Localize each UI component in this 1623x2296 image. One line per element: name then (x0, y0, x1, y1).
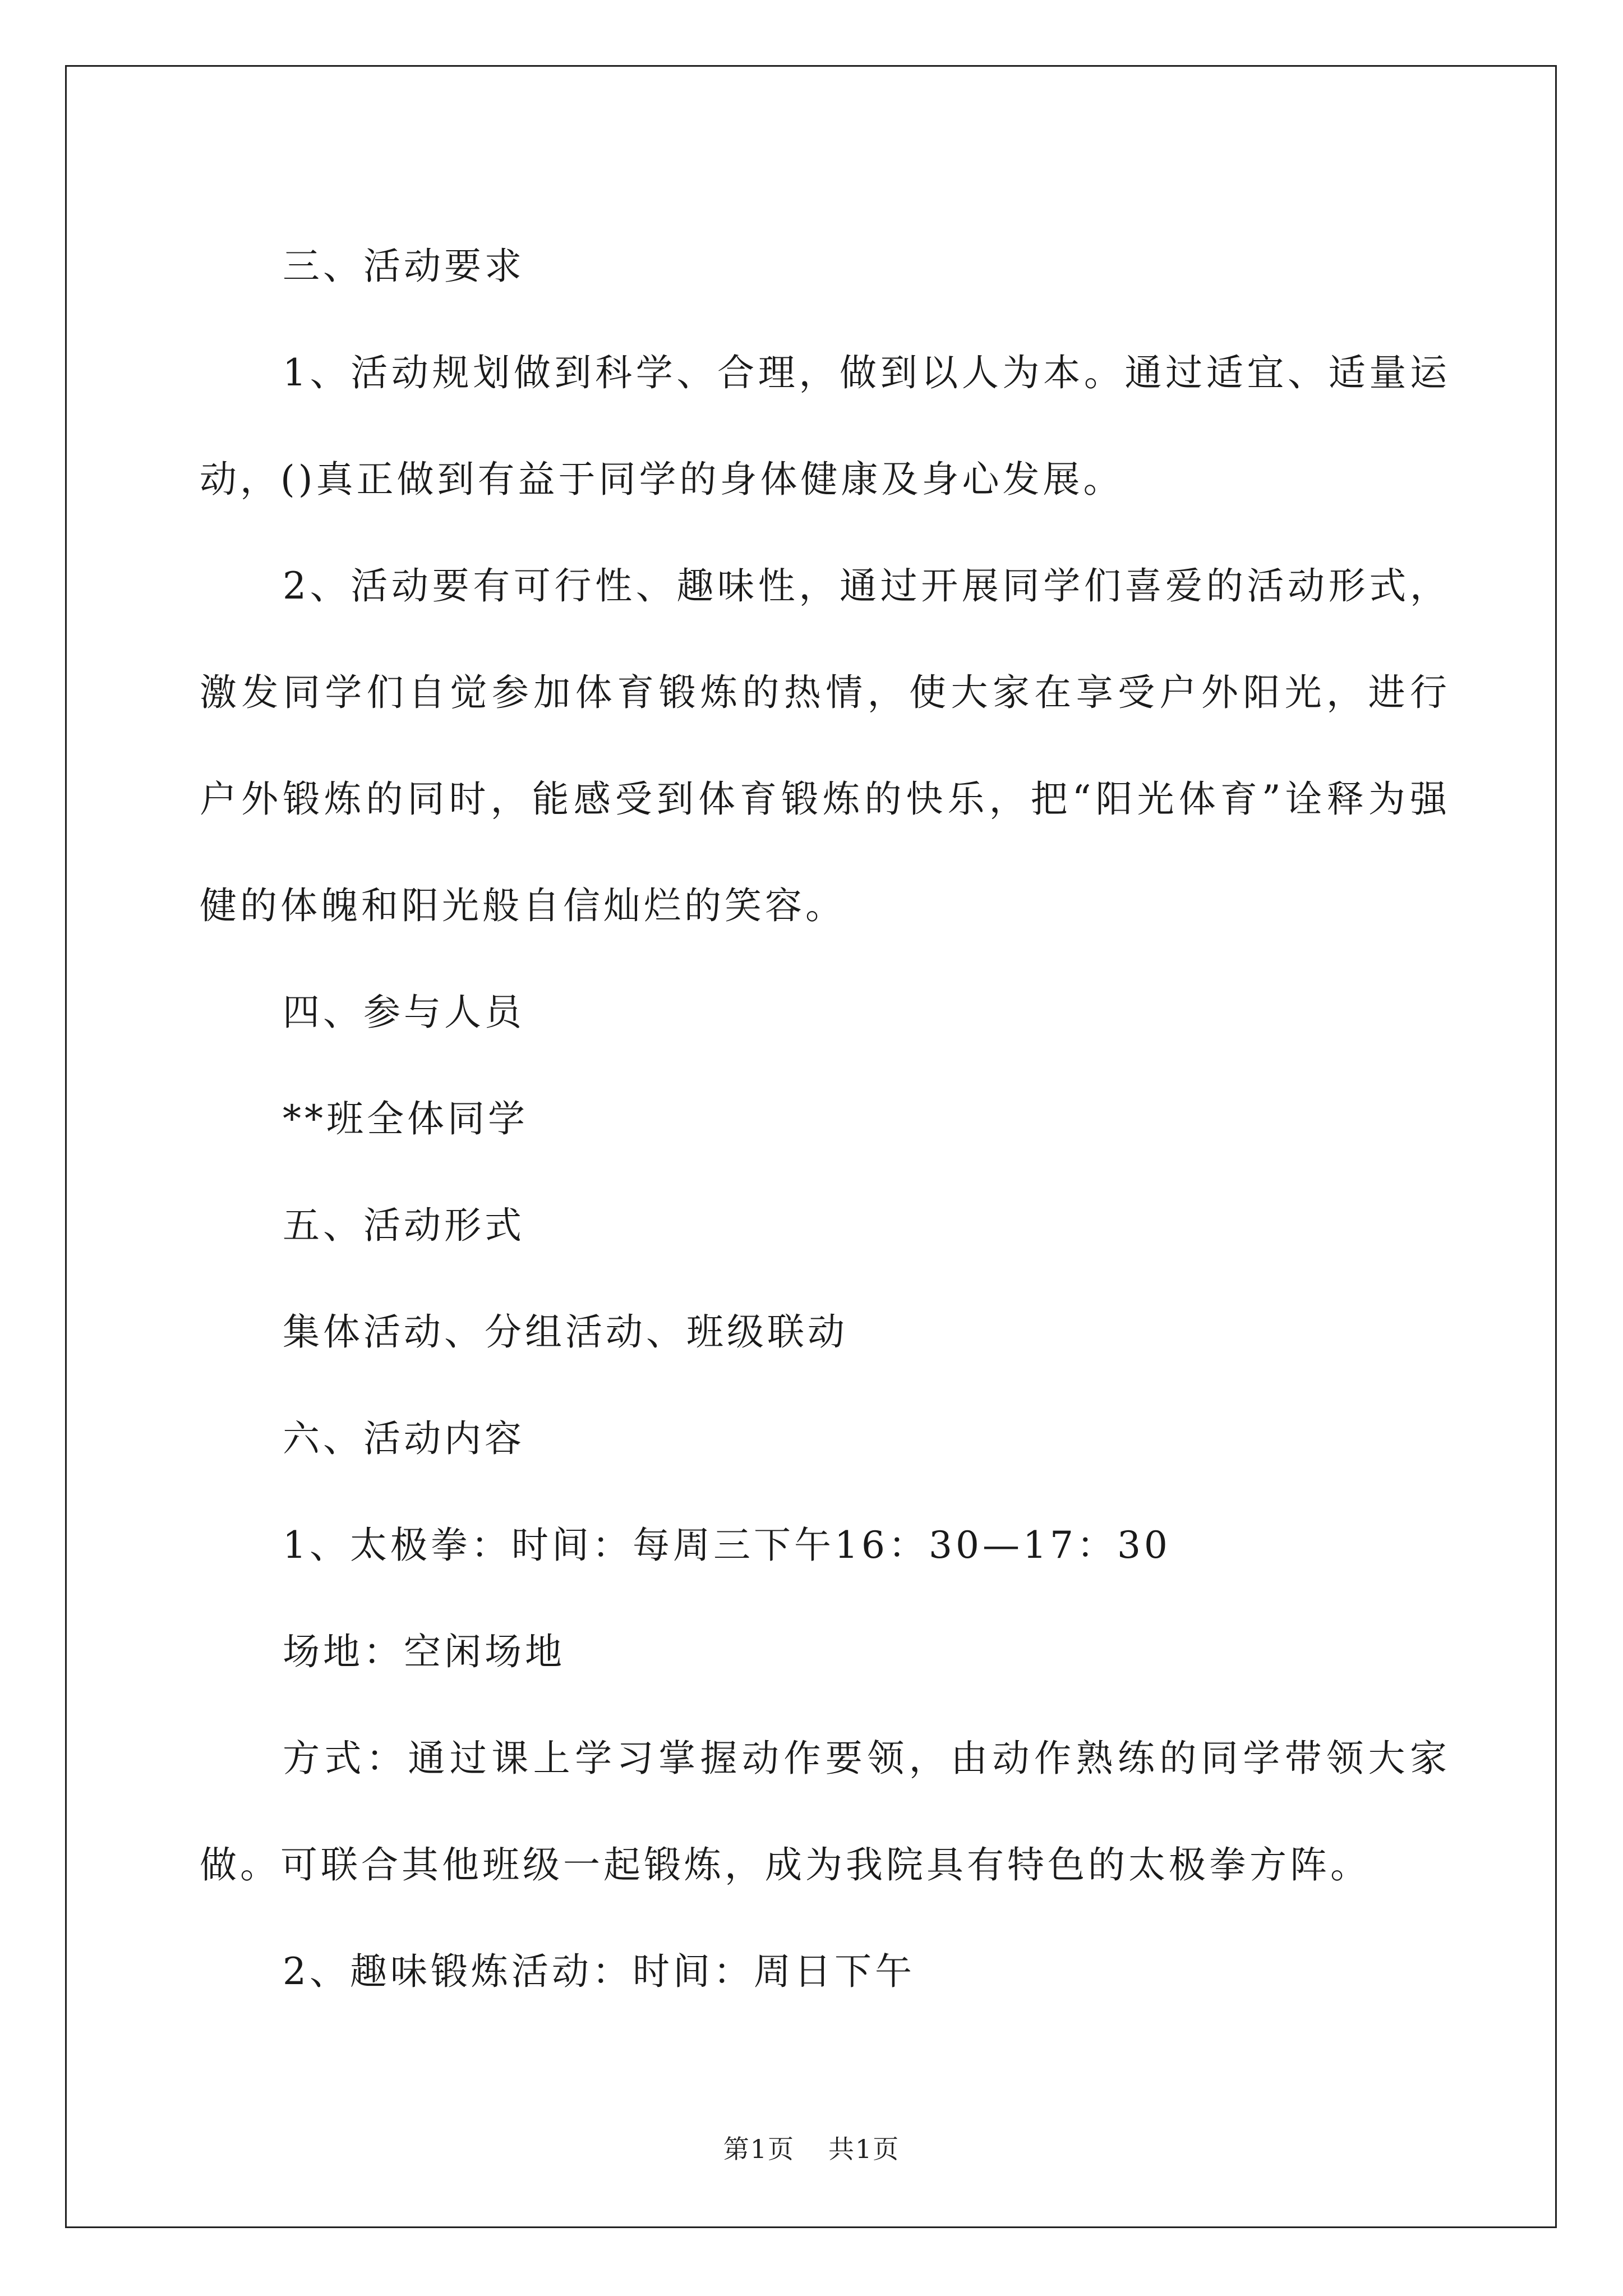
paragraph-taichi-time: 1、太极拳：时间：每周三下午16：30—17：30 (283, 1524, 1171, 1567)
paragraph-requirement-1: 1、活动规划做到科学、合理，做到以人为本。通过适宜、适量运动，()真正做到有益于同学的身体健康及身心发展。 (200, 351, 1450, 501)
page-number-current: 第1页 (723, 2134, 795, 2164)
section-heading-requirements: 三、活动要求 (283, 245, 525, 288)
paragraph-taichi-venue: 场地：空闲场地 (283, 1630, 565, 1673)
paragraph-taichi-method: 方式：通过课上学习掌握动作要领，由动作熟练的同学带领大家做。可联合其他班级一起锻炼，成为我院具有特色的太极拳方阵。 (200, 1737, 1450, 1887)
section-heading-format: 五、活动形式 (283, 1204, 525, 1247)
paragraph-requirement-2: 2、活动要有可行性、趣味性，通过开展同学们喜爱的活动形式，激发同学们自觉参加体育锻炼的热情，使大家在享受户外阳光，进行户外锻炼的同时，能感受到体育锻炼的快乐，把“阳光体育”诠释为强健的体魄和阳光般自信灿烂的笑容。 (200, 564, 1450, 927)
paragraph-fun-activity-time: 2、趣味锻炼活动：时间：周日下午 (283, 1950, 915, 1993)
page-number-total: 共1页 (828, 2134, 900, 2164)
paragraph-participants: **班全体同学 (283, 1097, 528, 1140)
section-heading-content: 六、活动内容 (283, 1417, 525, 1460)
document-body (200, 213, 1450, 2025)
paragraph-format: 集体活动、分组活动、班级联动 (283, 1310, 848, 1354)
page-footer (0, 2129, 1623, 2166)
section-heading-participants: 四、参与人员 (283, 991, 525, 1034)
